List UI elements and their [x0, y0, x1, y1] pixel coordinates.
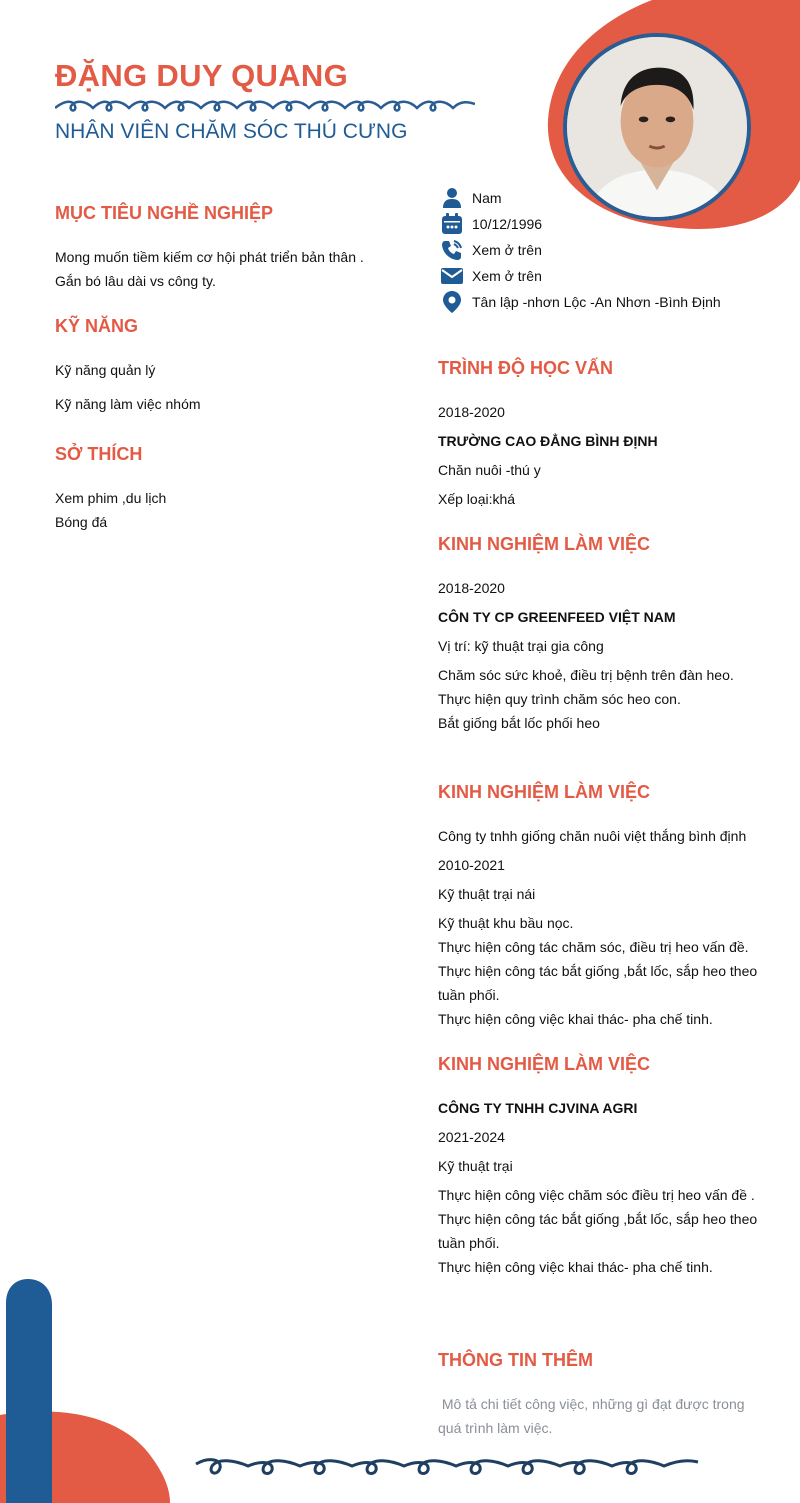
education-heading: TRÌNH ĐỘ HỌC VẤN [438, 358, 613, 378]
hobbies-heading: SỞ THÍCH [55, 444, 143, 464]
experience-detail: Thực hiện công việc chăm sóc điều trị heo vấn đề . [438, 1187, 755, 1203]
experience-heading: KINH NGHIỆM LÀM VIỆC [438, 782, 651, 802]
experience-detail: Chăm sóc sức khoẻ, điều trị bệnh trên đàn heo. [438, 667, 734, 683]
experience-position: Vị trí: kỹ thuật trại gia công [438, 638, 604, 654]
experience-detail: Thực hiện công tác bắt giống ,bắt lốc, sắp heo theo [438, 963, 758, 979]
address-value: Tân lập -nhơn Lộc -An Nhơn -Bình Định [472, 294, 721, 310]
extra-info-heading: THÔNG TIN THÊM [438, 1350, 593, 1370]
education-school: TRƯỜNG CAO ĐẲNG BÌNH ĐỊNH [438, 433, 658, 449]
phone-value: Xem ở trên [472, 242, 542, 258]
objective-heading: MỤC TIÊU NGHỀ NGHIỆP [55, 203, 274, 223]
experience-detail: tuần phối. [438, 1235, 500, 1251]
birthday-value: 10/12/1996 [472, 216, 543, 232]
experience-period: 2018-2020 [438, 580, 505, 596]
experience-company: CÔN TY CP GREENFEED VIỆT NAM [438, 609, 676, 625]
hobby-item: Xem phim ,du lịch [55, 490, 167, 506]
extra-info-line-1: Mô tả chi tiết công việc, những gì đạt được trong [438, 1396, 745, 1412]
decorative-squiggle-bottom [190, 1448, 710, 1488]
experience-detail: Thực hiện quy trình chăm sóc heo con. [438, 691, 681, 707]
mail-icon [440, 264, 464, 288]
decorative-bottom-blob [0, 1275, 200, 1503]
location-pin-icon [440, 290, 464, 314]
experience-company: CÔNG TY TNHH CJVINA AGRI [438, 1100, 638, 1116]
contact-gender [440, 186, 502, 210]
experience-position: Kỹ thuật trại [438, 1158, 513, 1174]
decorative-squiggle [55, 96, 475, 116]
contact-phone [440, 238, 542, 262]
job-title: NHÂN VIÊN CHĂM SÓC THÚ CƯNG [55, 120, 408, 143]
phone-icon [440, 238, 464, 262]
experience-detail: Kỹ thuật khu bầu nọc. [438, 915, 574, 931]
skill-item: Kỹ năng làm việc nhóm [55, 396, 201, 412]
education-major: Chăn nuôi -thú y [438, 462, 541, 478]
experience-heading: KINH NGHIỆM LÀM VIỆC [438, 1054, 651, 1074]
contact-address [440, 290, 721, 314]
education-period: 2018-2020 [438, 404, 505, 420]
experience-company: Công ty tnhh giống chăn nuôi việt thắng bình định [438, 828, 747, 844]
profile-photo [563, 33, 751, 221]
experience-detail: Thực hiện công tác chăm sóc, điều trị heo vấn đề. [438, 939, 749, 955]
experience-detail: tuần phối. [438, 987, 500, 1003]
hobby-item: Bóng đá [55, 514, 108, 530]
experience-detail: Thực hiện công việc khai thác- pha chế tinh. [438, 1259, 713, 1275]
contact-birthday [440, 212, 543, 236]
objective-line-2: Gắn bó lâu dài vs công ty. [55, 273, 216, 289]
contact-email [440, 264, 542, 288]
person-icon [440, 186, 464, 210]
experience-detail: Thực hiện công việc khai thác- pha chế tinh. [438, 1011, 713, 1027]
experience-detail: Thực hiện công tác bắt giống ,bắt lốc, sắp heo theo [438, 1211, 758, 1227]
extra-info-line-2: quá trình làm việc. [438, 1420, 553, 1436]
candidate-name: ĐẶNG DUY QUANG [55, 58, 348, 93]
skills-heading: KỸ NĂNG [55, 316, 139, 336]
experience-period: 2010-2021 [438, 857, 505, 873]
skill-item: Kỹ năng quản lý [55, 362, 156, 378]
experience-heading: KINH NGHIỆM LÀM VIỆC [438, 534, 651, 554]
gender-value: Nam [472, 190, 502, 206]
experience-position: Kỹ thuật trại nái [438, 886, 536, 902]
calendar-icon [440, 212, 464, 236]
email-value: Xem ở trên [472, 268, 542, 284]
education-grade: Xếp loại:khá [438, 491, 516, 507]
objective-line-1: Mong muốn tiềm kiếm cơ hội phát triển bản thân . [55, 249, 364, 265]
experience-detail: Bắt giống bắt lốc phối heo [438, 715, 600, 731]
experience-period: 2021-2024 [438, 1129, 505, 1145]
